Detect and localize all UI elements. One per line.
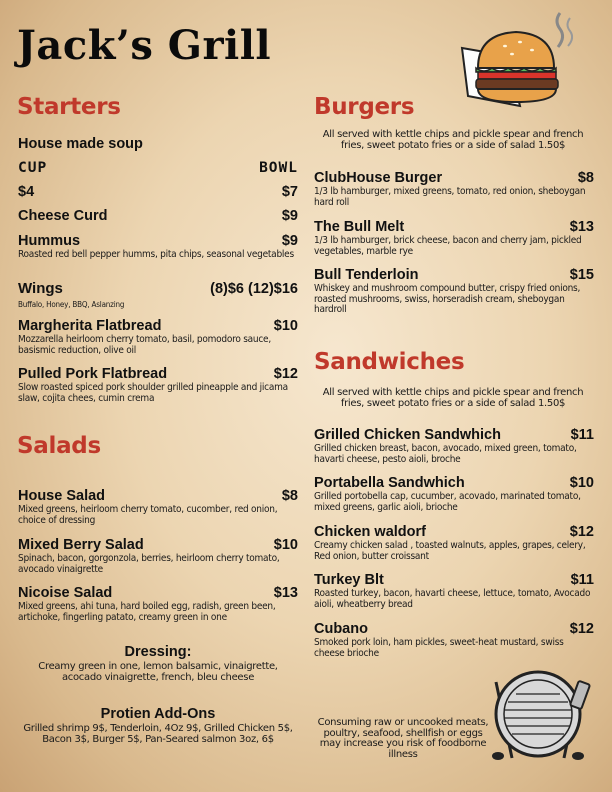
item-price: $13 <box>273 585 298 601</box>
bowl-price: $7 <box>281 184 298 200</box>
menu-item <box>314 219 594 257</box>
item-description: Creamy chicken salad , toasted walnuts, apples, grapes, celery, Red onion, butter croissant <box>314 540 586 562</box>
item-name: Margherita Flatbread <box>18 318 162 334</box>
item-name: Cheese Curd <box>18 208 108 224</box>
bowl-label: BOWL <box>259 160 298 176</box>
menu-item <box>314 572 594 610</box>
addons-text: Grilled shrimp 9$, Tenderloin, 4Oz 9$, Grilled Chicken 5$, Bacon 3$, Burger 5$, Pan-Seared salmon 3oz, 6$ <box>23 723 293 745</box>
item-price: $11 <box>570 427 594 443</box>
item-description: Mixed greens, ahi tuna, hard boiled egg, radish, green been, artichoke, fingerling patato, creamy green in one <box>18 601 276 623</box>
section-heading-salads: Salads <box>17 433 101 459</box>
burger-icon <box>460 10 580 110</box>
item-name: House Salad <box>18 488 106 504</box>
item-description: Buffalo, Honey, BBQ, Aslanzing <box>18 300 125 309</box>
item-description: 1/3 lb hamburger, brick cheese, bacon and cherry jam, pickled vegetables, marble rye <box>314 235 582 257</box>
dressing-block <box>18 644 298 683</box>
item-description: Spinach, bacon, gorgonzola, berries, heirloom cherry tomato, avocado vinaigrette <box>18 553 280 575</box>
item-price: $8 <box>577 170 594 186</box>
item-price: $12 <box>273 366 298 382</box>
item-price: $10 <box>569 475 594 491</box>
item-name: Nicoise Salad <box>18 585 113 601</box>
item-description: Smoked pork loin, ham pickles, sweet-heat mustard, swiss cheese brioche <box>314 637 564 659</box>
menu-item <box>18 585 298 623</box>
cup-price: $4 <box>18 184 35 200</box>
item-description: Roasted turkey, bacon, havarti cheese, lettuce, tomato, Avocado aioli, wheatberry bread <box>314 588 591 610</box>
restaurant-title: Jack’s Grill <box>17 22 272 69</box>
menu-item <box>18 280 298 310</box>
item-name: Wings <box>18 280 63 297</box>
item-description: 1/3 lb hamburger, mixed greens, tomato, red onion, sheboygan hard roll <box>314 186 586 208</box>
item-price: $13 <box>569 219 594 235</box>
food-safety-warning: Consuming raw or uncooked meats, poultry, seafood, shellfish or eggs may increase you risk of foodborne illness <box>317 717 489 760</box>
menu-item <box>18 318 298 356</box>
item-description: Grilled chicken breast, bacon, avocado, mixed green, tomato, havarti cheese, pesto aioli, broche <box>314 443 577 465</box>
item-price: $8 <box>281 488 298 504</box>
item-description: Roasted red bell pepper humms, pita chips, seasonal vegetables <box>18 249 294 260</box>
item-name: Bull Tenderloin <box>314 267 419 283</box>
addons-block <box>18 706 298 745</box>
item-price: (8)$6 (12)$16 <box>210 281 298 297</box>
item-name: Portabella Sandwhich <box>314 475 465 491</box>
item-price: $9 <box>281 208 298 224</box>
menu-item <box>18 366 298 404</box>
item-name: House made soup <box>18 136 143 152</box>
menu-item <box>18 537 298 575</box>
menu-item-soup <box>18 136 298 201</box>
item-name: Turkey Blt <box>314 572 384 588</box>
item-price: $11 <box>570 572 594 588</box>
sandwiches-note: All served with kettle chips and pickle spear and french fries, sweet potato fries or a side of salad 1.50$ <box>322 387 584 409</box>
item-name: Pulled Pork Flatbread <box>18 366 168 382</box>
item-description: Mozzarella heirloom cherry tomato, basil, pomodoro sauce, basismic reduction, olive oil <box>18 334 271 356</box>
menu-item <box>314 524 594 562</box>
dressing-heading: Dressing: <box>124 644 192 660</box>
item-price: $12 <box>569 524 594 540</box>
burgers-note: All served with kettle chips and pickle spear and french fries, sweet potato fries or a side of salad 1.50$ <box>322 129 584 151</box>
addons-heading: Protien Add-Ons <box>100 706 216 722</box>
menu-item <box>314 475 594 513</box>
item-description: Whiskey and mushroom compound butter, crispy fried onions, roasted mushrooms, swiss, horseradish cream, sheboygan hardroll <box>314 283 581 315</box>
menu-item <box>314 267 594 316</box>
grill-icon <box>482 662 592 766</box>
menu-item <box>18 233 298 261</box>
menu-item <box>18 488 298 526</box>
item-name: Grilled Chicken Sandwhich <box>314 427 501 443</box>
section-heading-starters: Starters <box>17 94 121 120</box>
item-name: Chicken waldorf <box>314 524 426 540</box>
item-name: Hummus <box>18 233 81 249</box>
item-name: Mixed Berry Salad <box>18 537 144 553</box>
item-description: Mixed greens, heirloom cherry tomato, cucomber, red onion, choice of dressing <box>18 504 278 526</box>
item-name: Cubano <box>314 621 368 637</box>
item-price: $10 <box>273 318 298 334</box>
item-price: $9 <box>281 233 298 249</box>
section-heading-sandwiches: Sandwiches <box>314 349 465 375</box>
section-heading-burgers: Burgers <box>314 94 415 120</box>
item-name: The Bull Melt <box>314 219 405 235</box>
menu-item <box>18 208 298 225</box>
item-price: $10 <box>273 537 298 553</box>
dressing-text: Creamy green in one, lemon balsamic, vinaigrette, acocado vinaigrette, french, bleu cheese <box>38 661 278 683</box>
item-price: $15 <box>569 267 594 283</box>
cup-label: CUP <box>18 160 48 176</box>
item-description: Grilled portobella cap, cucumber, acovado, marinated tomato, mixed greens, garlic aioli, brioche <box>314 491 581 513</box>
item-name: ClubHouse Burger <box>314 170 443 186</box>
item-price: $12 <box>569 621 594 637</box>
menu-item <box>314 621 594 659</box>
menu-item <box>314 170 594 208</box>
item-description: Slow roasted spiced pork shoulder grilled pineapple and jicama slaw, cojita chees, cumin crema <box>18 382 288 404</box>
menu-item <box>314 427 594 465</box>
